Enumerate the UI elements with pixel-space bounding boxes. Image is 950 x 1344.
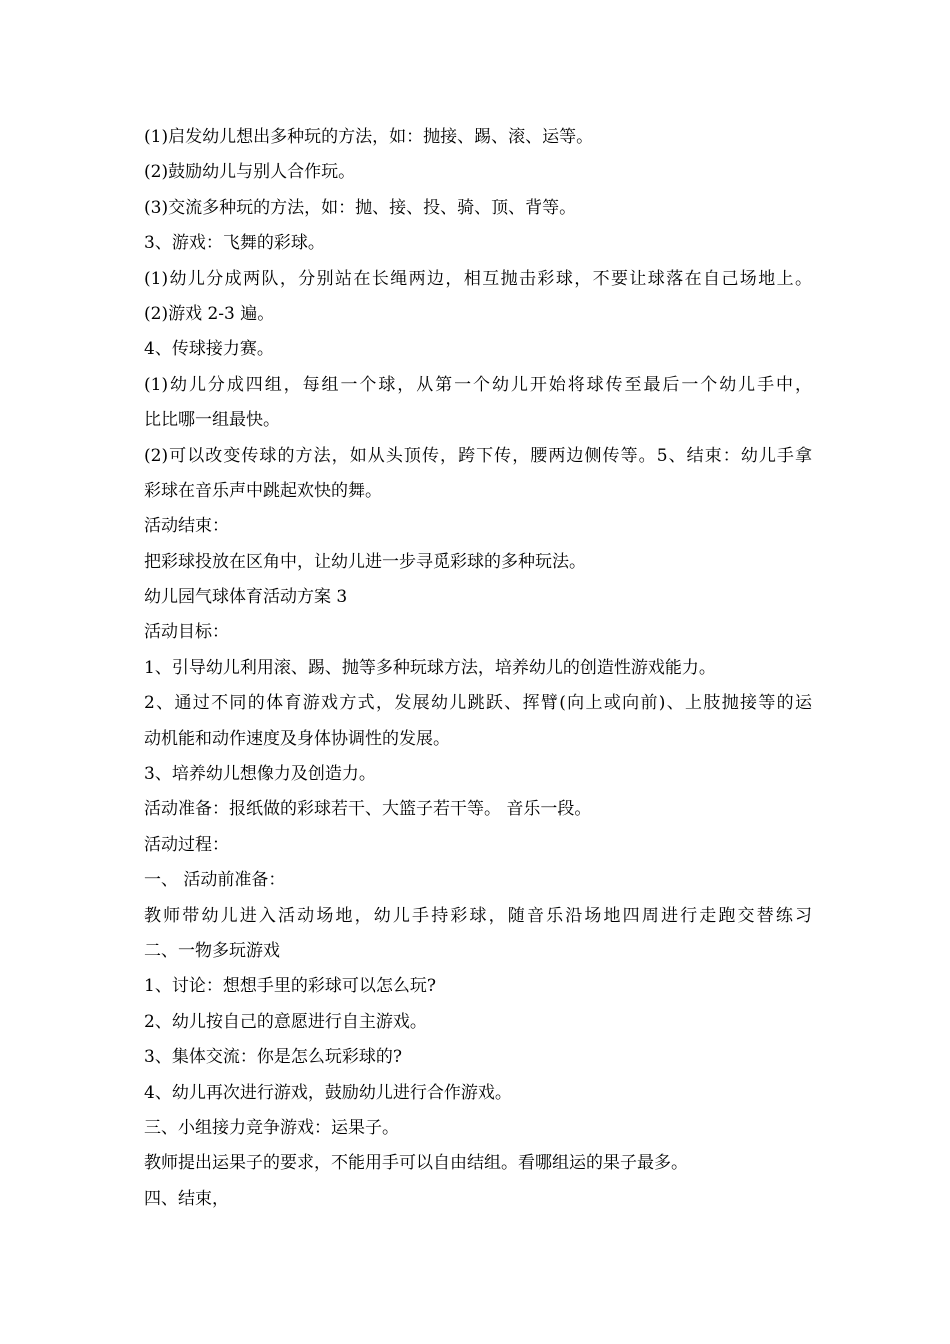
section-heading: 4、传球接力赛。 (144, 339, 274, 360)
text-line: 教师提出运果子的要求，不能用手可以自由结组。看哪组运的果子最多。 (144, 1153, 688, 1174)
text-line: 把彩球投放在区角中，让幼儿进一步寻觅彩球的多种玩法。 (144, 551, 586, 572)
text-line: (1)幼儿分成两队，分别站在长绳两边，相互抛击彩球，不要让球落在自己场地上。 (144, 268, 812, 289)
text-line: (3)交流多种玩的方法，如：抛、接、投、骑、顶、背等。 (144, 197, 577, 218)
section-heading: 活动过程： (144, 834, 229, 855)
text-line: 4、幼儿再次进行游戏，鼓励幼儿进行合作游戏。 (144, 1082, 512, 1103)
section-heading: 活动结束： (144, 516, 229, 537)
text-line: (2)鼓励幼儿与别人合作玩。 (144, 162, 356, 183)
text-line: 3、培养幼儿想像力及创造力。 (144, 764, 376, 785)
text-line: 2、幼儿按自己的意愿进行自主游戏。 (144, 1011, 427, 1032)
text-line: 彩球在音乐声中跳起欢快的舞。 (144, 480, 382, 501)
text-line: 比比哪一组最快。 (144, 410, 280, 431)
document-title: 幼儿园气球体育活动方案 3 (144, 587, 348, 608)
text-line: 教师带幼儿进入活动场地，幼儿手持彩球，随音乐沿场地四周进行走跑交替练习 (144, 905, 812, 926)
text-line: 3、集体交流：你是怎么玩彩球的? (144, 1047, 402, 1068)
text-line: (2)游戏 2-3 遍。 (144, 303, 275, 324)
text-line: (2)可以改变传球的方法，如从头顶传，跨下传，腰两边侧传等。5、结束：幼儿手拿 (144, 445, 812, 466)
section-heading: 四、结束， (144, 1188, 229, 1209)
text-line: (1)启发幼儿想出多种玩的方法，如：抛接、踢、滚、运等。 (144, 127, 594, 147)
text-line: 活动准备：报纸做的彩球若干、大篮子若干等。 音乐一段。 (144, 799, 592, 820)
section-heading: 二、一物多玩游戏 (144, 940, 280, 961)
text-line: 2、通过不同的体育游戏方式，发展幼儿跳跃、挥臂(向上或向前)、上肢抛接等的运 (144, 693, 812, 714)
text-line: 1、引导幼儿利用滚、踢、抛等多种玩球方法，培养幼儿的创造性游戏能力。 (144, 657, 716, 678)
text-line: (1)幼儿分成四组，每组一个球，从第一个幼儿开始将球传至最后一个幼儿手中， (144, 374, 812, 395)
text-line: 1、讨论：想想手里的彩球可以怎么玩? (144, 976, 436, 997)
section-heading: 3、游戏：飞舞的彩球。 (144, 233, 325, 254)
document-body (144, 120, 812, 1217)
text-line: 动机能和动作速度及身体协调性的发展。 (144, 728, 450, 749)
section-heading: 三、小组接力竞争游戏：运果子。 (144, 1117, 399, 1138)
section-heading: 活动目标： (144, 622, 229, 643)
section-heading: 一、 活动前准备： (144, 870, 286, 891)
